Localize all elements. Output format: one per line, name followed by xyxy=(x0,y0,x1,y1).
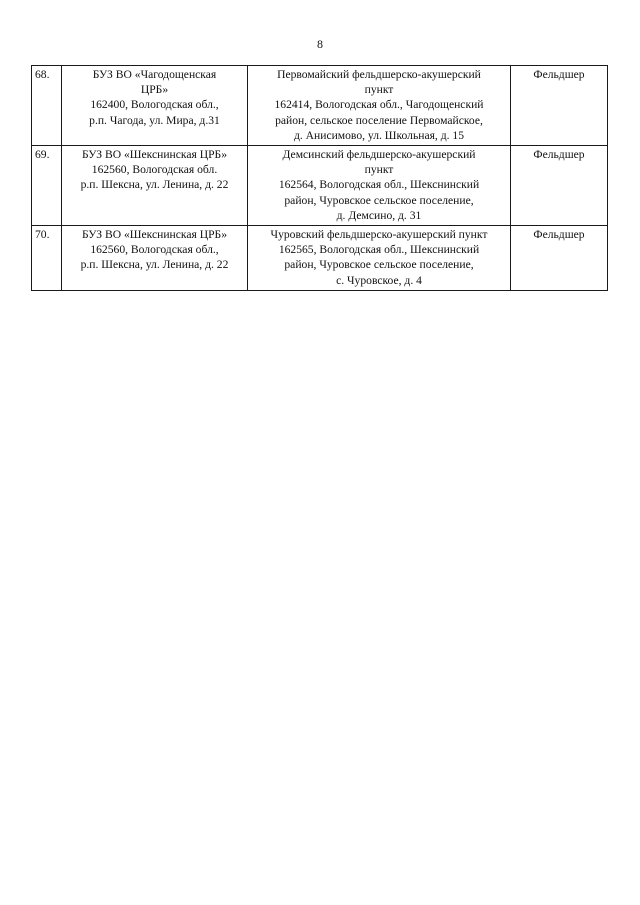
medical-point-line: район, Чуровское сельское поселение, xyxy=(284,258,474,272)
organization-line: ЦРБ» xyxy=(140,83,169,97)
organization-line: р.п. Чагода, ул. Мира, д.31 xyxy=(89,113,220,127)
organization-cell xyxy=(62,226,248,291)
medical-point-cell xyxy=(248,146,511,226)
position-cell: Фельдшер xyxy=(511,146,608,226)
organization-cell xyxy=(62,66,248,146)
organization-cell xyxy=(62,146,248,226)
position-cell: Фельдшер xyxy=(511,66,608,146)
organization-line: 162400, Вологодская обл., xyxy=(90,98,219,112)
medical-point-line: д. Анисимово, ул. Школьная, д. 15 xyxy=(293,128,465,142)
medical-point-line: пункт xyxy=(364,163,394,177)
medical-point-line: пункт xyxy=(364,83,394,97)
medical-point-line: Чуровский фельдшерско-акушерский пункт xyxy=(270,228,488,242)
medical-point-line: 162564, Вологодская обл., Шекснинский xyxy=(278,178,480,192)
row-number: 69. xyxy=(32,146,62,226)
page-number: 8 xyxy=(317,37,323,51)
table-row xyxy=(32,66,608,146)
medical-point-line: с. Чуровское, д. 4 xyxy=(336,273,422,287)
medical-point-line: 162414, Вологодская обл., Чагодощенский xyxy=(274,98,484,112)
medical-point-cell xyxy=(248,66,511,146)
paramedic-points-table xyxy=(31,65,608,291)
medical-point-cell xyxy=(248,226,511,291)
medical-point-line: д. Демсино, д. 31 xyxy=(336,208,422,222)
row-number: 70. xyxy=(32,226,62,291)
organization-line: 162560, Вологодская обл. xyxy=(91,163,218,177)
organization-line: 162560, Вологодская обл., xyxy=(90,243,219,257)
medical-point-line: Демсинский фельдшерско-акушерский xyxy=(282,148,476,162)
position-cell: Фельдшер xyxy=(511,226,608,291)
medical-point-line: район, Чуровское сельское поселение, xyxy=(284,193,474,207)
medical-point-line: район, сельское поселение Первомайское, xyxy=(275,113,483,127)
organization-line: р.п. Шексна, ул. Ленина, д. 22 xyxy=(80,178,229,192)
table-row xyxy=(32,226,608,291)
medical-point-line: Первомайский фельдшерско-акушерский xyxy=(277,68,481,81)
organization-line: р.п. Шексна, ул. Ленина, д. 22 xyxy=(80,258,229,272)
organization-line: БУЗ ВО «Шекснинская ЦРБ» xyxy=(81,148,227,162)
table-row xyxy=(32,146,608,226)
organization-line: БУЗ ВО «Шекснинская ЦРБ» xyxy=(81,228,227,242)
row-number: 68. xyxy=(32,66,62,146)
medical-point-line: 162565, Вологодская обл., Шекснинский xyxy=(278,243,480,257)
organization-line: БУЗ ВО «Чагодощенская xyxy=(92,68,217,81)
